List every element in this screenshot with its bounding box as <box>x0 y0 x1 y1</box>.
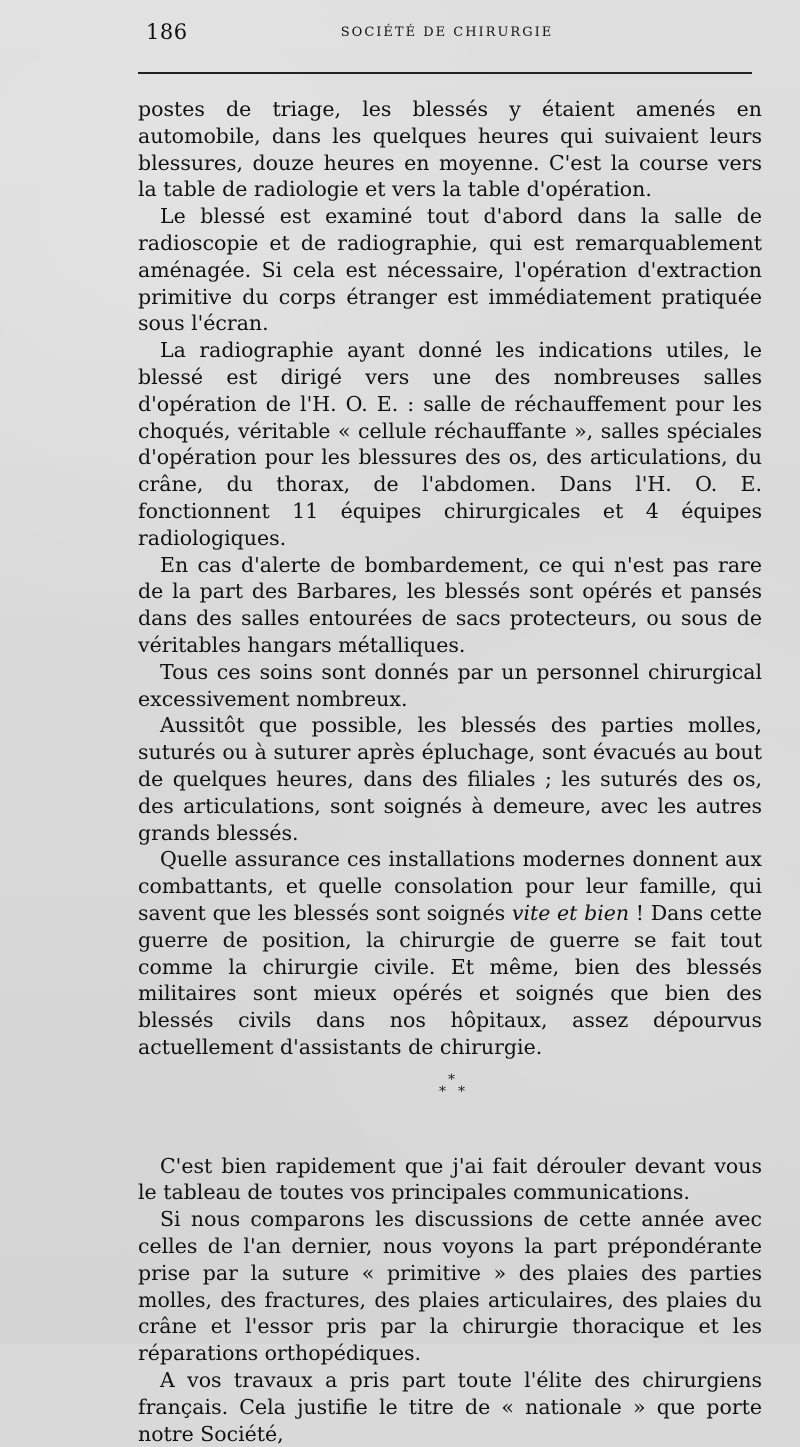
section-two-paragraph-1: C'est bien rapidement que j'ai fait dérouler devant vous le tableau de toutes vos principales communications. <box>138 1153 762 1205</box>
section-separator <box>138 1063 762 1141</box>
paragraph-5: Tous ces soins sont donnés par un personnel chirurgical excessivement nombreux. <box>138 659 762 711</box>
paragraph-7 <box>138 846 762 1060</box>
section-two-paragraph-2: Si nous comparons les discussions de cette année avec celles de l'an dernier, nous voyons la part prépondérante prise par la suture « primitive » des plaies des parties molles, des fractures, des plaies articulaires, des plaies du crâne et l'essor pris par la chirurgie thoracique et les réparations orthopédiques. <box>138 1207 762 1366</box>
paragraph-7-before: Quelle assurance ces installations modernes donnent aux combattants, et quelle consolation pour leur famille, qui savent que les blessés sont soignés <box>138 847 762 925</box>
header-rule <box>138 72 752 74</box>
running-title: SOCIÉTÉ DE CHIRURGIE <box>340 25 554 40</box>
paragraph-7-emphasis: vite et bien <box>511 900 630 925</box>
paragraph-3: La radiographie ayant donné les indications utiles, le blessé est dirigé vers une des nombreuses salles d'opération de l'H. O. E. : salle de réchauffement pour les choqués, véritable « cellule réchauffante », salles spéciales d'opération pour les blessures des os, des articulations, du crâne, du thorax, de l'abdomen. Dans l'H. O. E. fonctionnent 11 équipes chirurgicales et 4 équipes radiologiques. <box>138 338 762 550</box>
separator-star-top: * <box>448 1071 455 1088</box>
page-header <box>138 16 756 50</box>
paragraph-4: En cas d'alerte de bombardement, ce qui n'est pas rare de la part des Barbares, les blessés sont opérés et pansés dans des salles entourées de sacs protecteurs, ou sous de véritables hangars métalliques. <box>138 552 762 657</box>
separator-star-left: * <box>439 1083 446 1100</box>
section-two-paragraph-3: A vos travaux a pris part toute l'élite des chirurgiens français. Cela justifie le titre de « nationale » que porte notre Société, <box>138 1368 762 1446</box>
separator-star-right: * <box>458 1083 465 1100</box>
page-number: 186 <box>146 20 188 44</box>
paragraph-1: postes de triage, les blessés y étaient amenés en automobile, dans les quelques heures qui suivaient leurs blessures, douze heures en moyenne. C'est la course vers la table de radiologie et vers la table d'opération. <box>138 97 762 202</box>
paragraph-6: Aussitôt que possible, les blessés des parties molles, suturés ou à suturer après épluchage, sont évacués au bout de quelques heures, dans des filiales ; les suturés des os, des articulations, sont soignés à demeure, avec les autres grands blessés. <box>138 713 762 845</box>
paragraph-2: Le blessé est examiné tout d'abord dans la salle de radioscopie et de radiographie, qui est remarquablement aménagée. Si cela est nécessaire, l'opération d'extraction primitive du corps étranger est immédiatement pratiquée sous l'écran. <box>138 204 762 336</box>
body-text <box>138 96 762 1061</box>
paragraph-7-after: ! Dans cette guerre de position, la chirurgie de guerre se fait tout comme la chirurgie civile. Et même, bien des blessés militaires sont mieux opérés et soignés que bien des blessés civils dans nos hôpitaux, assez dépourvus actuellement d'assistants de chirurgie. <box>138 900 763 1059</box>
section-two <box>138 1153 762 1447</box>
